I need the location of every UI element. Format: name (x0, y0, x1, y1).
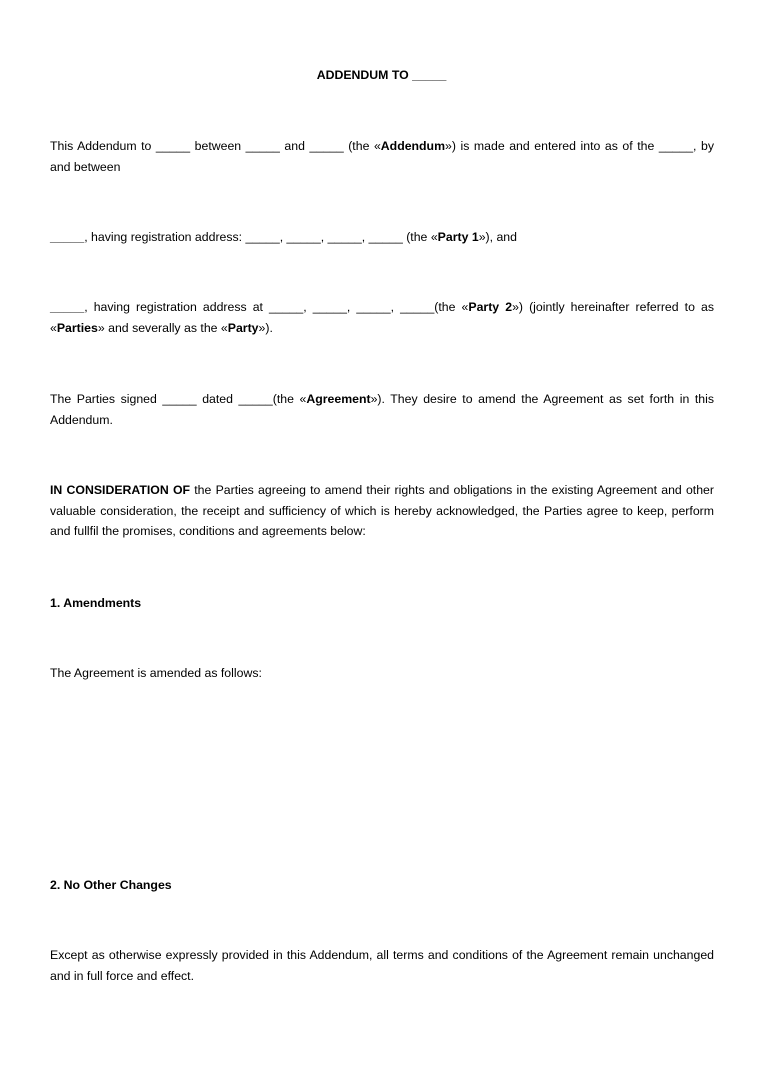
intro-paragraph (50, 136, 714, 177)
party2-text-1: , having registration address at _____, _____, _____, _____(the « (84, 300, 469, 314)
agreement-term: Agreement (306, 392, 371, 406)
consideration-text: the Parties agreeing to amend their rights and obligations in the existing Agreement and other valuable consideration, the receipt and sufficiency of which is hereby acknowledged, the Parties agree to keep, perform and fullfil the promises, conditions and agreements below: (50, 483, 714, 538)
party2-text-4: »). (258, 320, 273, 335)
section-1-heading: 1. Amendments (50, 596, 142, 610)
party2-term: Party 2 (468, 300, 513, 314)
party2-text-3: » and severally as the « (97, 320, 228, 335)
intro-text-1: This Addendum to _____ between _____ and _____ (the « (50, 139, 381, 153)
agreement-text-1: The Parties signed _____ dated _____(the « (50, 392, 307, 406)
party1-paragraph (50, 227, 714, 248)
party1-text-1: , having registration address: _____, _____, _____, _____ (the « (84, 230, 438, 244)
party1-name-blank: _____ (50, 230, 85, 244)
agreement-paragraph (50, 389, 714, 430)
section-2-heading: 2. No Other Changes (50, 878, 172, 892)
party-term: Party (227, 320, 259, 335)
document-title: ADDENDUM TO _____ (316, 68, 447, 82)
consideration-paragraph (50, 480, 714, 542)
consideration-lead: IN CONSIDERATION OF (50, 483, 191, 497)
parties-term: Parties (56, 320, 98, 335)
party1-term: Party 1 (437, 230, 479, 244)
party2-name-blank: _____ (50, 300, 85, 314)
party1-text-2: »), and (478, 230, 517, 244)
section-2-body: Except as otherwise expressly provided in this Addendum, all terms and conditions of the Agreement remain unchanged and in full force and effect. (50, 948, 714, 983)
section-1-body: The Agreement is amended as follows: (50, 666, 262, 680)
agreement-text-2: »). They desire to amend the Agreement as set forth in this Addendum. (50, 392, 714, 427)
party2-text-2: ») (jointly hereinafter referred to as « (50, 300, 714, 335)
intro-text-2: ») is made and entered into as of the _____, by and between (50, 139, 714, 174)
party2-paragraph (50, 297, 714, 338)
intro-addendum-term: Addendum (380, 139, 446, 153)
